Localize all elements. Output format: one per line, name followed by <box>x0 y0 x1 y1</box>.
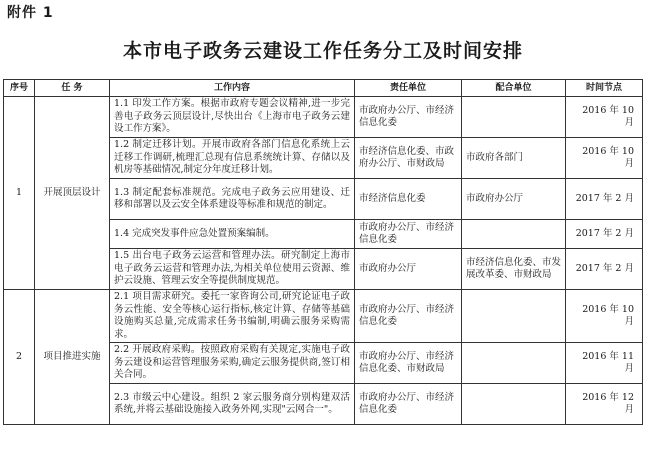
cooperating-unit <box>462 220 566 249</box>
work-content: 1.2 制定迁移计划。开展市政府各部门信息化系统上云迁移工作调研,梳理汇总现有信息系统统计算、存储以及机房等基础情况,制定分年度迁移计划。 <box>110 138 355 179</box>
time-node: 2016 年 11 月 <box>566 343 643 384</box>
time-node: 2017 年 2 月 <box>566 220 643 249</box>
group-number: 1 <box>4 97 35 290</box>
time-node: 2016 年 10 月 <box>566 290 643 343</box>
responsible-unit: 市政府办公厅 <box>355 249 462 290</box>
work-content: 1.3 制定配套标准规范。完成电子政务云应用建设、迁移和部署以及云安全体系建设等标准和规范的制定。 <box>110 179 355 220</box>
time-node: 2016 年 10 月 <box>566 138 643 179</box>
cooperating-unit <box>462 384 566 425</box>
header-cooperating: 配合单位 <box>462 80 566 97</box>
task-table <box>3 79 643 425</box>
group-number: 2 <box>4 290 35 425</box>
responsible-unit: 市政府办公厅、市经济信息化委 <box>355 384 462 425</box>
responsible-unit: 市政府办公厅、市经济信息化委、市财政局 <box>355 343 462 384</box>
group-task: 项目推进实施 <box>35 290 110 425</box>
cooperating-unit: 市政府办公厅 <box>462 179 566 220</box>
cooperating-unit <box>462 97 566 138</box>
responsible-unit: 市经济信息化委 <box>355 179 462 220</box>
header-time: 时间节点 <box>566 80 643 97</box>
page-title: 本市电子政务云建设工作任务分工及时间安排 <box>122 40 523 62</box>
responsible-unit: 市政府办公厅、市经济信息化委 <box>355 220 462 249</box>
responsible-unit: 市经济信息化委、市政府办公厅、市财政局 <box>355 138 462 179</box>
group-task: 开展顶层设计 <box>35 97 110 290</box>
cooperating-unit <box>462 343 566 384</box>
table-row <box>4 290 643 343</box>
attachment-label: 附件 1 <box>7 5 54 21</box>
time-node: 2016 年 12 月 <box>566 384 643 425</box>
time-node: 2017 年 2 月 <box>566 179 643 220</box>
cooperating-unit: 市经济信息化委、市发展改革委、市财政局 <box>462 249 566 290</box>
work-content: 1.1 印发工作方案。根据市政府专题会议精神,进一步完善电子政务云顶层设计,尽快出台《上海市电子政务云建设工作方案》。 <box>110 97 355 138</box>
work-content: 1.4 完成突发事件应急处置预案编制。 <box>110 220 355 249</box>
cooperating-unit <box>462 290 566 343</box>
work-content: 2.3 市级云中心建设。组织 2 家云服务商分别构建双活系统,并将云基础设施接入政务外网,实现"云网合一"。 <box>110 384 355 425</box>
table-header-row <box>4 80 643 97</box>
header-responsible: 责任单位 <box>355 80 462 97</box>
header-content: 工作内容 <box>110 80 355 97</box>
time-node: 2017 年 2 月 <box>566 249 643 290</box>
time-node: 2016 年 10 月 <box>566 97 643 138</box>
responsible-unit: 市政府办公厅、市经济信息化委 <box>355 290 462 343</box>
header-task: 任 务 <box>35 80 110 97</box>
work-content: 2.1 项目需求研究。委托一家咨询公司,研究论证电子政务云性能、安全等核心运行指标,核定计算、存储等基础设施购买总量,完成需求任务书编制,明确云服务采购需求。 <box>110 290 355 343</box>
responsible-unit: 市政府办公厅、市经济信息化委 <box>355 97 462 138</box>
header-no: 序号 <box>4 80 35 97</box>
work-content: 2.2 开展政府采购。按照政府采购有关规定,实施电子政务云建设和运营管理服务采购,确定云服务提供商,签订相关合同。 <box>110 343 355 384</box>
cooperating-unit: 市政府各部门 <box>462 138 566 179</box>
table-row <box>4 97 643 138</box>
work-content: 1.5 出台电子政务云运营和管理办法。研究制定上海市电子政务云运营和管理办法,为相关单位使用云资源、维护云设施、管理云安全等提供制度规范。 <box>110 249 355 290</box>
